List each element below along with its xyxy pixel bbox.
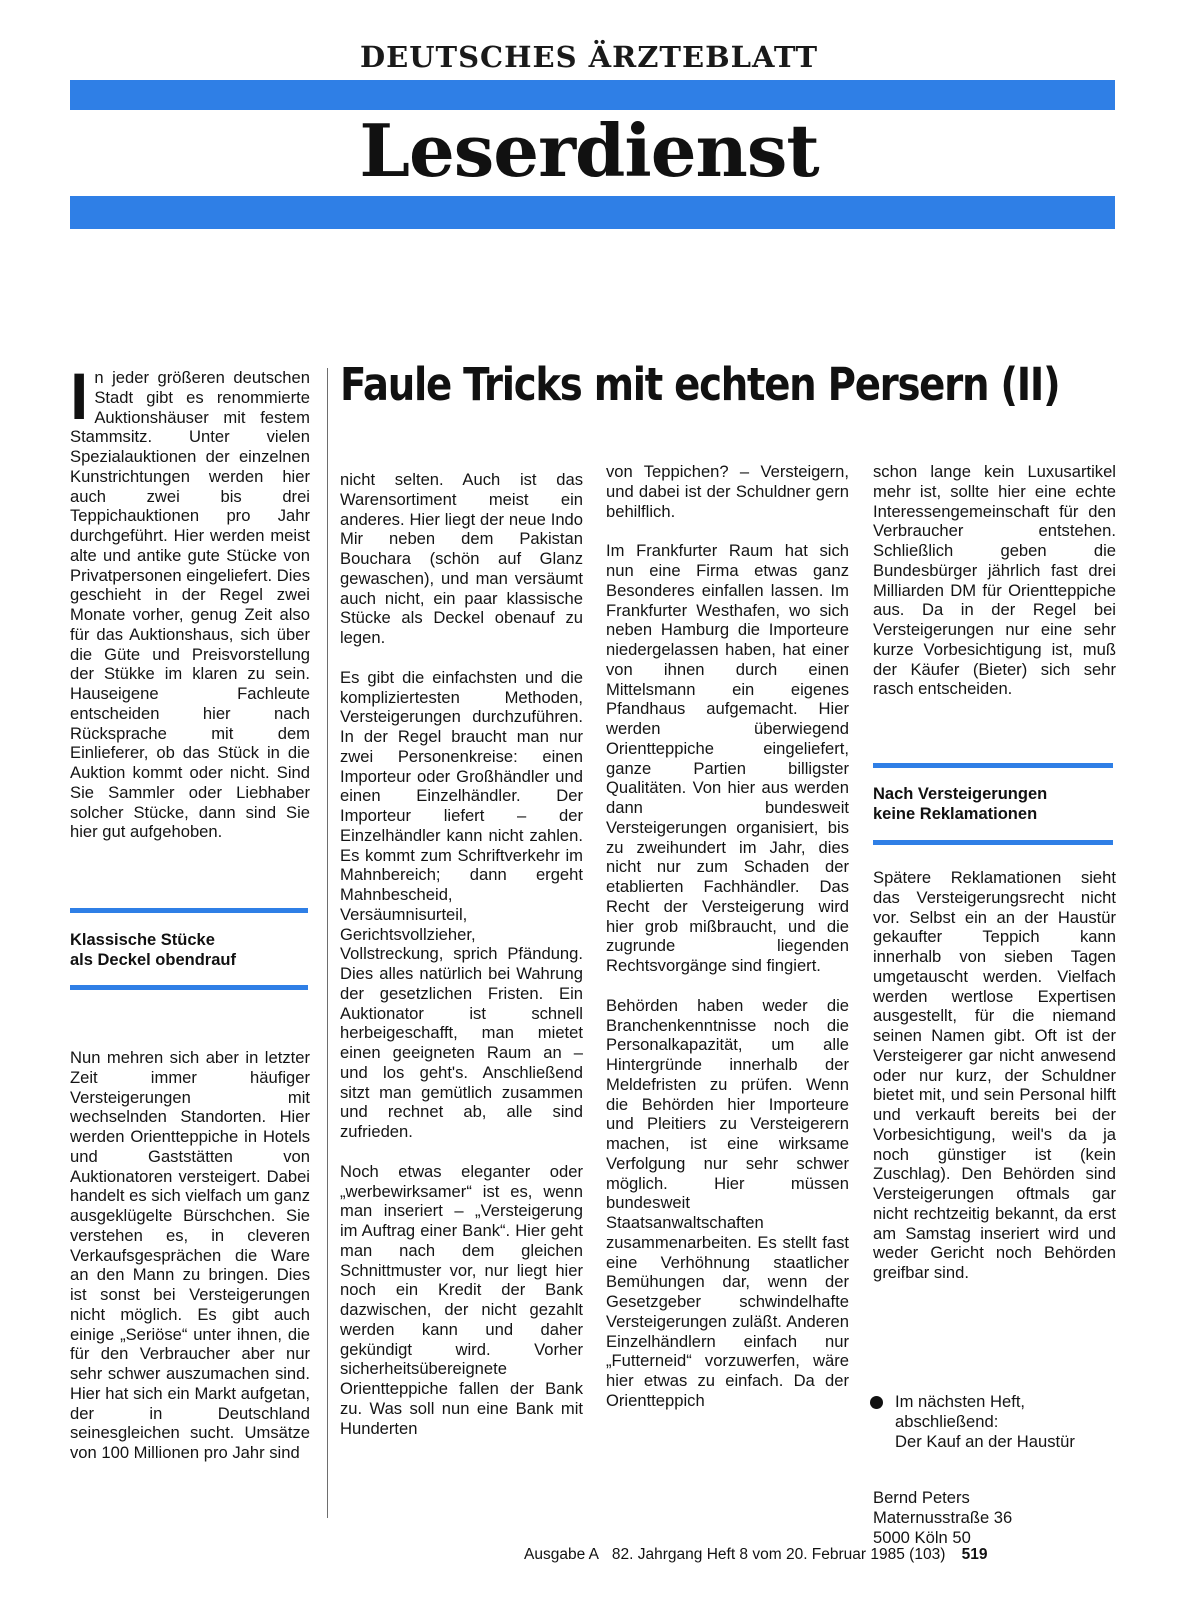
column-1-body [70,1048,310,1463]
subhead-rule-bottom [873,840,1113,845]
intro-paragraph: n jeder größeren deutschen Stadt gibt es renommierte Auktionshäuser mit festem Stammsitz. Unter vielen Spezialauktionen der einzelnen Kunstrichtungen werden hier auch zwei bis drei Teppichauktionen pro Jahr durchgeführt. Hier werden meist alte und antike gute Stücke von Privatpersonen eingeliefert. Dies geschieht in der Regel zwei Monate vorher, genug Zeit also für das Auktionshaus, sich über die Güte und Preisvorstellung der Stükke im klaren zu sein. Hauseigene Fachleute entscheiden hier nach Rücksprache mit dem Einlieferer, ob das Stück in die Auktion kommt oder nicht. Sind Sie Sammler oder Liebhaber solcher Stücke, dann sind Sie hier gut aufgehoben. [70,368,310,842]
header-blue-bar-bottom [70,196,1115,229]
body-paragraph: Noch etwas eleganter oder „werbewirksamer“ ist es, wenn man inseriert – „Versteigerung im Auftrag einer Bank“. Hier geht man nach dem gleichen Schnittmuster vor, nur liegt hier noch ein Kredit der Bank dazwischen, der nicht gezahlt werden kann und daher gekündigt wird. Vorher sicherheitsübereignete Orientteppiche fallen der Bank zu. Was soll nun eine Bank mit Hunderten [340,1161,583,1438]
footer-edition: Ausgabe A [524,1546,599,1563]
subhead-rule-top [70,908,308,913]
column-3 [606,462,849,1411]
subhead-klassische-stuecke [70,930,310,970]
next-issue-line: Im nächsten Heft, [895,1392,1026,1411]
subhead-line: keine Reklamationen [873,805,1038,823]
subhead-line: Klassische Stücke [70,931,215,949]
author-street: Maternusstraße 36 [873,1508,1013,1527]
subhead-line: als Deckel obendrauf [70,951,236,969]
body-paragraph: Im Frankfurter Raum hat sich nun eine Firma etwas ganz Besonderes einfallen lassen. Im Frankfurter Westhafen, wo sich neben Hamburg die Importeure niedergelassen haben, hat einer von ihnen durch einen Mittelsmann ein eigenes Pfandhaus aufgemacht. Hier werden überwiegend Orientteppiche eingeliefert, ganze Partien billigster Qualitäten. Von hier aus werden dann bundesweit Versteigerungen organisiert, bis zu zweihundert im Jahr, dies nicht nur zum Schaden der etablierten Fachhändler. Das Recht der Versteigerung wird hier grob mißbraucht, und die zugrunde liegenden Rechtsvorgänge sind fingiert. [606,541,849,975]
page-footer [524,1546,1124,1564]
subhead-rule-bottom [70,985,308,990]
bullet-icon [870,1396,883,1409]
author-name: Bernd Peters [873,1488,970,1507]
next-issue-line: abschließend: [895,1412,999,1431]
masthead: DEUTSCHES ÄRZTEBLATT [359,40,819,74]
column-divider [327,368,328,1518]
column-2 [340,470,583,1438]
author-block [873,1488,1123,1548]
footer-issue: 82. Jahrgang Heft 8 vom 20. Februar 1985 (103) [611,1546,946,1563]
body-paragraph: schon lange kein Luxusartikel mehr ist, sollte hier eine echte Interessengemeinschaft für den Verbraucher entstehen. Schließlich geben die Bundesbürger jährlich fast drei Milliarden DM für Orientteppiche aus. Da in der Regel bei Versteigerungen nur eine sehr kurze Vorbesichtigung ist, muß der Käufer (Bieter) sich sehr rasch entscheiden. [873,462,1116,699]
subhead-rule-top [873,763,1113,768]
body-paragraph: Spätere Reklamationen sieht das Versteigerungsrecht nicht vor. Selbst ein an der Haustür gekaufter Teppich kann innerhalb von sieben Tagen umgetauscht werden. Vielfach werden wertlose Expertisen ausgestellt, für die niemand seinen Namen gibt. Oft ist der Versteigerer gar nicht anwesend oder nur kurz, der Schuldner bietet mit, und sein Personal hilft und verkauft bereits bei der Vorbesichtigung, weil's da ja noch günstiger ist (kein Zuschlag). Den Behörden sind Versteigerungen oftmals gar nicht rechtzeitig bekannt, da erst am Samstag inseriert wird und weder Gericht noch Behörden greifbar sind. [873,868,1116,1282]
next-issue-note [870,1392,1130,1452]
section-title: Leserdienst [359,108,819,193]
body-paragraph: Behörden haben weder die Branchenkenntnisse noch die Personalkapazität, um alle Hintergründe innerhalb der Meldefristen zu prüfen. Wenn die Behörden hier Importeure und Pleitiers zu Versteigerern machen, ist eine wirksame Verfolgung nur sehr schwer möglich. Hier müssen bundesweit Staatsanwaltschaften zusammenarbeiten. Es stellt fast eine Verhöhnung staatlicher Bemühungen dar, wenn der Gesetzgeber schwindelhafte Versteigerungen zuläßt. Anderen Einzelhändlern einfach nur „Futterneid“ vorzuwerfen, wäre hier etwas zu einfach. Da der Orientteppich [606,995,849,1410]
body-paragraph: Es gibt die einfachsten und die kompliziertesten Methoden, Versteigerungen durchzuführen. In der Regel braucht man nur zwei Personenkreise: einen Importeur oder Großhändler und einen Einzelhändler. Der Importeur liefert – der Einzelhändler kann nicht zahlen. Es kommt zum Schriftverkehr im Mahnbereich; dann ergeht Mahnbescheid, Versäumnisurteil, Gerichtsvollzieher, Vollstreckung, sprich Pfändung. Dies alles natürlich bei Wahrung der gesetzlichen Fristen. Ein Auktionator ist schnell herbeigeschafft, man mietet einen geeigneten Raum an – und los geht's. Anschließend sitzt man gemütlich zusammen und rechnet ab, alle sind zufrieden. [340,667,583,1141]
subhead-line: Nach Versteigerungen [873,785,1048,803]
header-blue-bar-top [70,80,1115,110]
next-issue-line: Der Kauf an der Haustür [895,1432,1075,1451]
body-paragraph: von Teppichen? – Versteigern, und dabei ist der Schuldner gern behilflich. [606,462,849,521]
author-city: 5000 Köln 50 [873,1528,971,1547]
article-headline: Faule Tricks mit echten Persern (II) [340,358,1060,411]
column-4-body [873,868,1116,1283]
column-1-intro [70,359,310,842]
column-4 [873,462,1116,699]
body-paragraph: Nun mehren sich aber in letzter Zeit immer häufiger Versteigerungen mit wechselnden Standorten. Hier werden Orientteppiche in Hotels und Gaststätten von Auktionatoren versteigert. Dabei handelt es sich vielfach um ganz ausgeklügelte Bürschchen. Sie verstehen es, in cleveren Verkaufsgesprächen die Ware an den Mann zu bringen. Dies ist sonst bei Versteigerungen nicht möglich. Es gibt auch einige „Seriöse“ unter ihnen, die für den Verbraucher aber nur sehr schwer auszumachen sind. Hier hat sich ein Markt aufgetan, der in Deutschland seinesgleichen sucht. Umsätze von 100 Millionen pro Jahr sind [70,1048,310,1462]
body-paragraph: nicht selten. Auch ist das Warensortiment meist ein anderes. Hier liegt der neue Indo Mir neben dem Pakistan Bouchara (schön auf Glanz gewaschen), und man versäumt auch nicht, ein paar klassische Stücke als Deckel obenauf zu legen. [340,470,583,647]
subhead-keine-reklamationen [873,784,1118,824]
drop-cap: I [70,359,89,433]
page-number: 519 [961,1546,988,1563]
